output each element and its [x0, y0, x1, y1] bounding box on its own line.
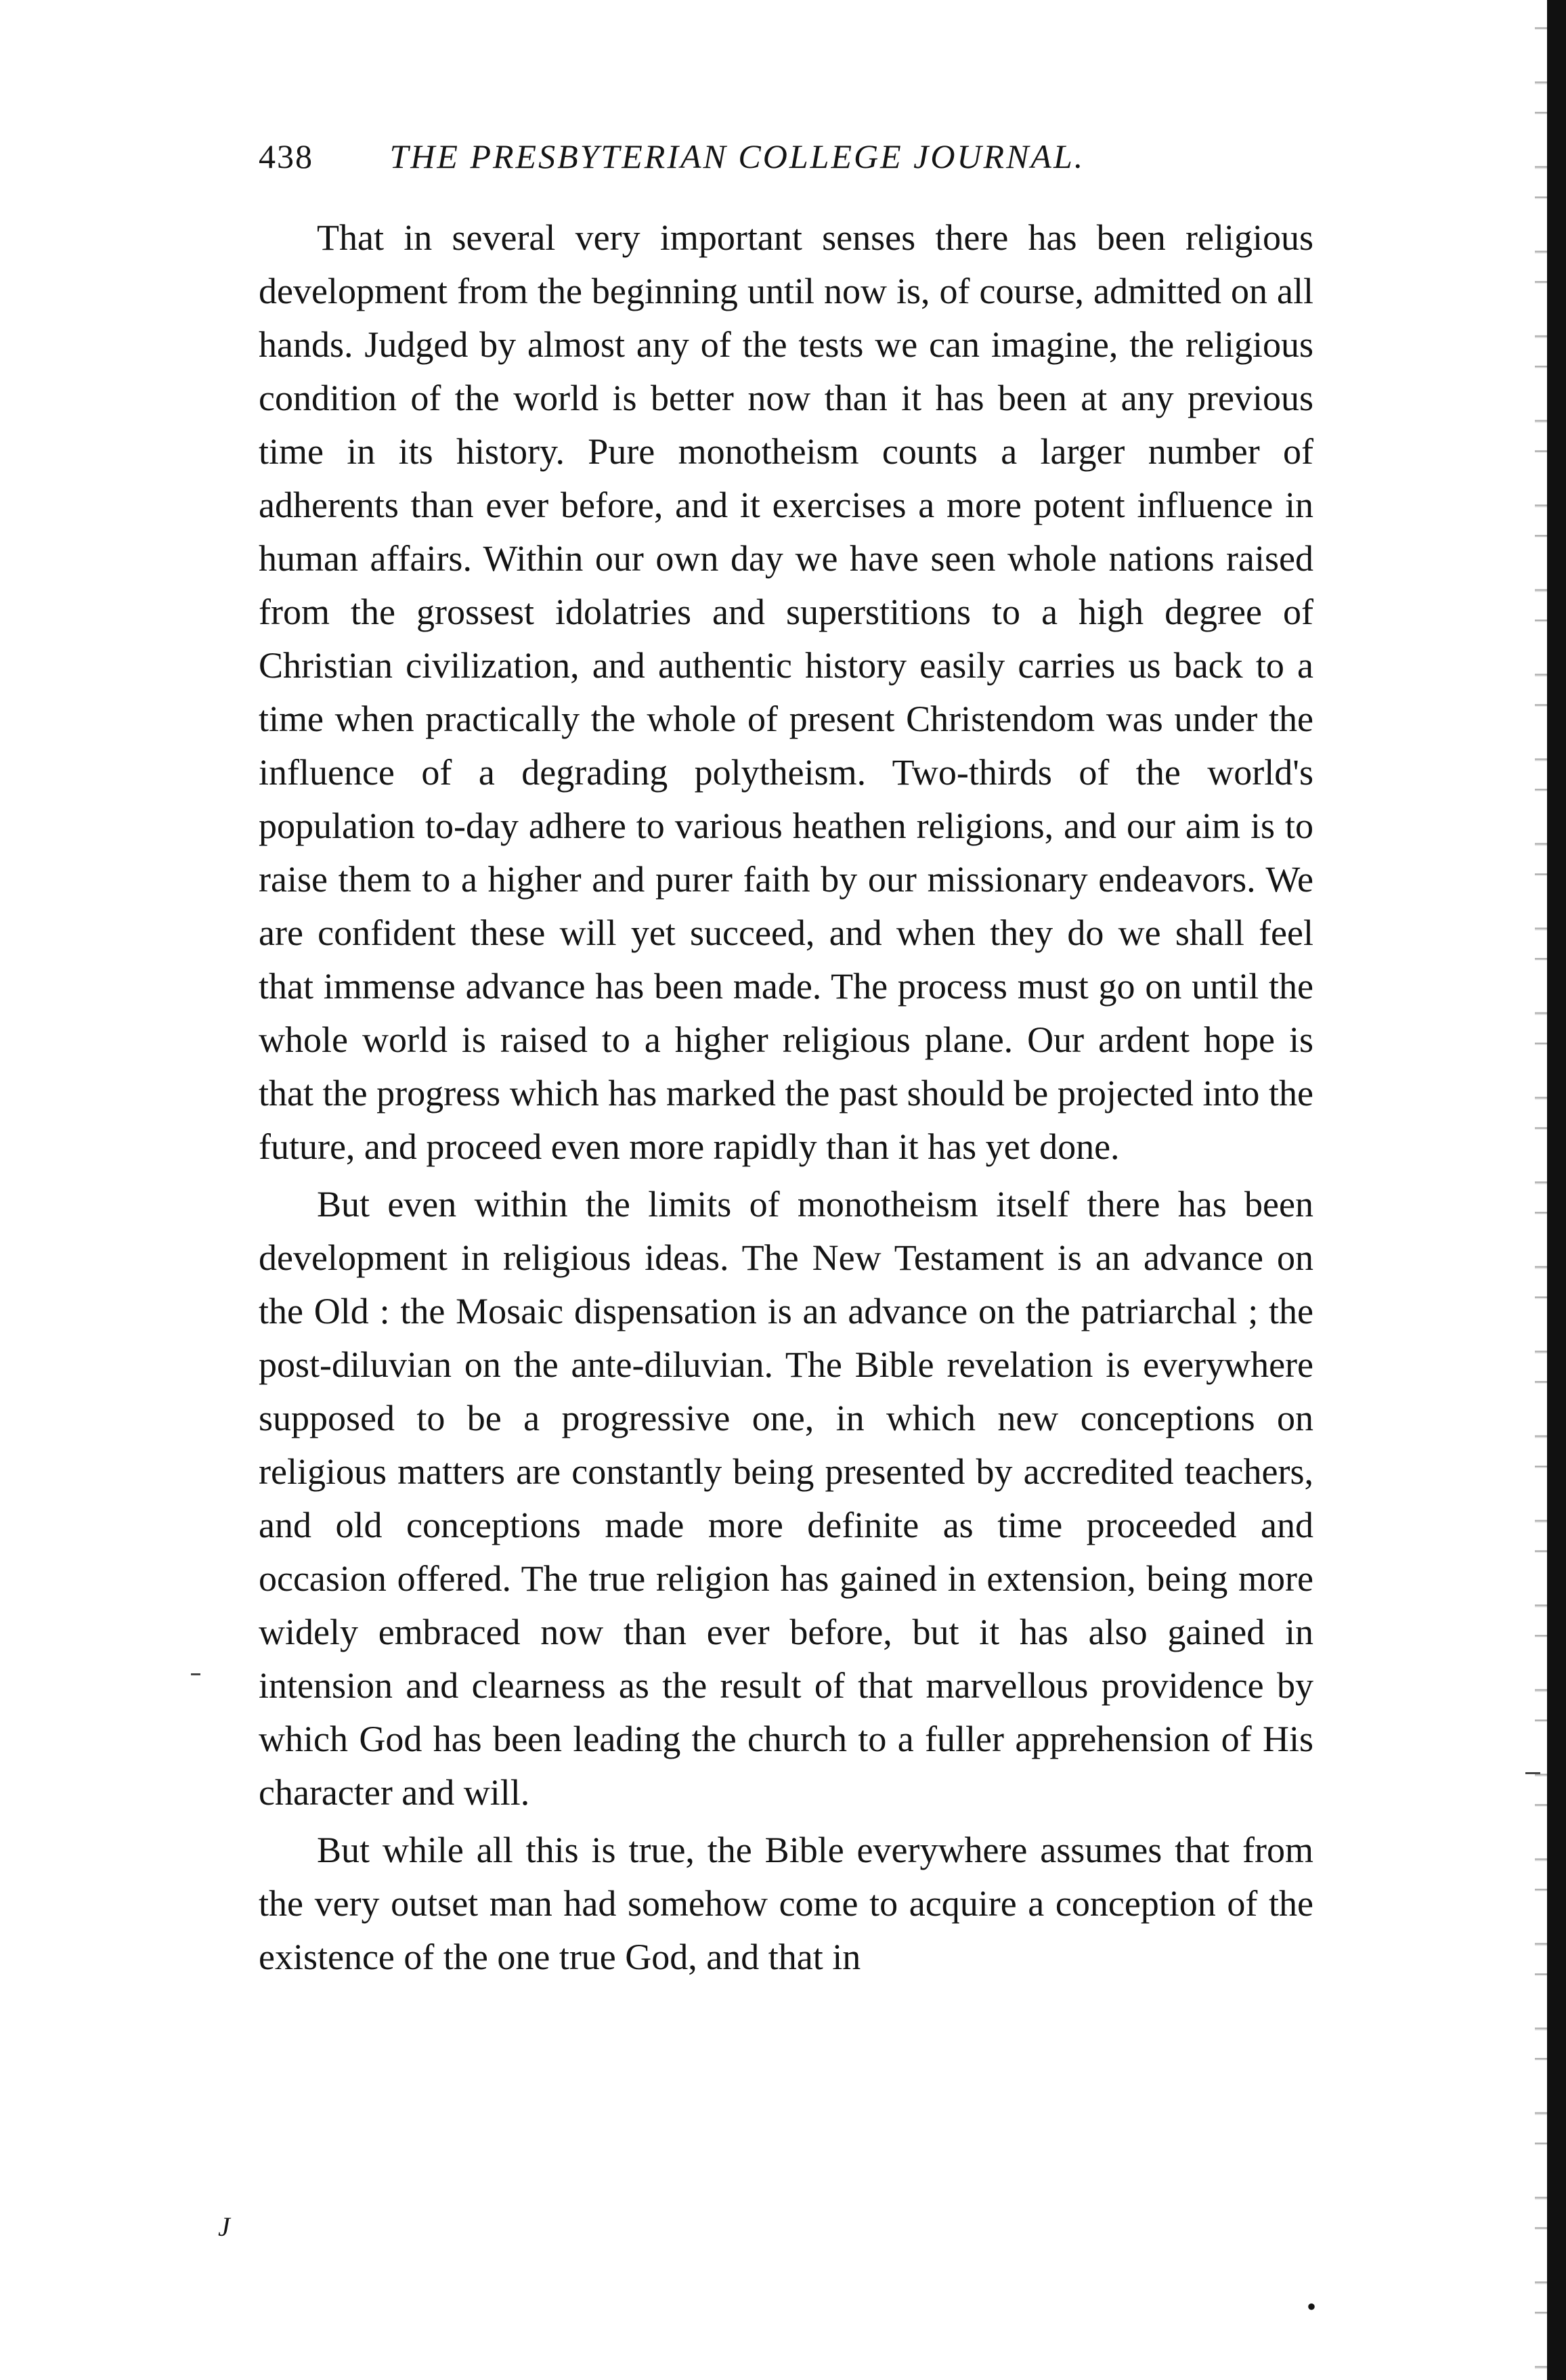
page-number: 438: [259, 137, 313, 175]
body-text: [259, 211, 1313, 1984]
page-header: [259, 133, 1342, 180]
paragraph-1: That in several very important senses there has been religious development from the beginning until now is, of course, admitted on all hands. Judged by almost any of the tests we can imagine, the religious condition of the world is better now than it has been at any previous time in its history. Pure monotheism counts a larger number of adherents than ever before, and it exercises a more potent influence in human affairs. Within our own day we have seen whole nations raised from the grossest idolatries and superstitions to a high degree of Christian civilization, and authentic history easily carries us back to a time when practically the whole of present Christendom was under the influence of a degrading polytheism. Two-thirds of the world's population to-day adhere to various heathen religions, and our aim is to raise them to a higher and purer faith by our missionary endeavors. We are confident these will yet succeed, and when they do we shall feel that immense advance has been made. The process must go on until the whole world is raised to a higher religious plane. Our ardent hope is that the progress which has marked the past should be projected into the future, and proceed even more rapidly than it has yet done.: [259, 217, 1313, 1167]
paragraph-2: But even within the limits of monotheism itself there has been development in religious ideas. The New Testament is an advance on the Old : the Mosaic dispensation is an advance on the patriarchal ; the post-diluvian on the ante-diluvian. The Bible revelation is everywhere supposed to be a progressive one, in which new conceptions on religious matters are constantly being presented by accredited teachers, and old conceptions made more definite as time proceeded and occasion offered. The true religion has gained in extension, being more widely embraced now than ever before, but it has also gained in intension and clearness as the result of that marvellous providence by which God has been leading the church to a fuller apprehension of His character and will.: [259, 1184, 1313, 1813]
margin-mark-bottom: •: [1307, 2291, 1317, 2322]
margin-tick-right: [1525, 1772, 1540, 1774]
margin-tick-left: [191, 1673, 200, 1675]
running-title: THE PRESBYTERIAN COLLEGE JOURNAL.: [389, 137, 1085, 175]
paragraph-3: But while all this is true, the Bible everywhere assumes that from the very outset man had somehow come to acquire a conception of the existence of the one true God, and that in: [259, 1830, 1313, 1977]
page-edge-noise: [1535, 0, 1547, 2380]
margin-mark-left: J: [218, 2211, 230, 2242]
page-edge-shadow: [1547, 0, 1566, 2380]
